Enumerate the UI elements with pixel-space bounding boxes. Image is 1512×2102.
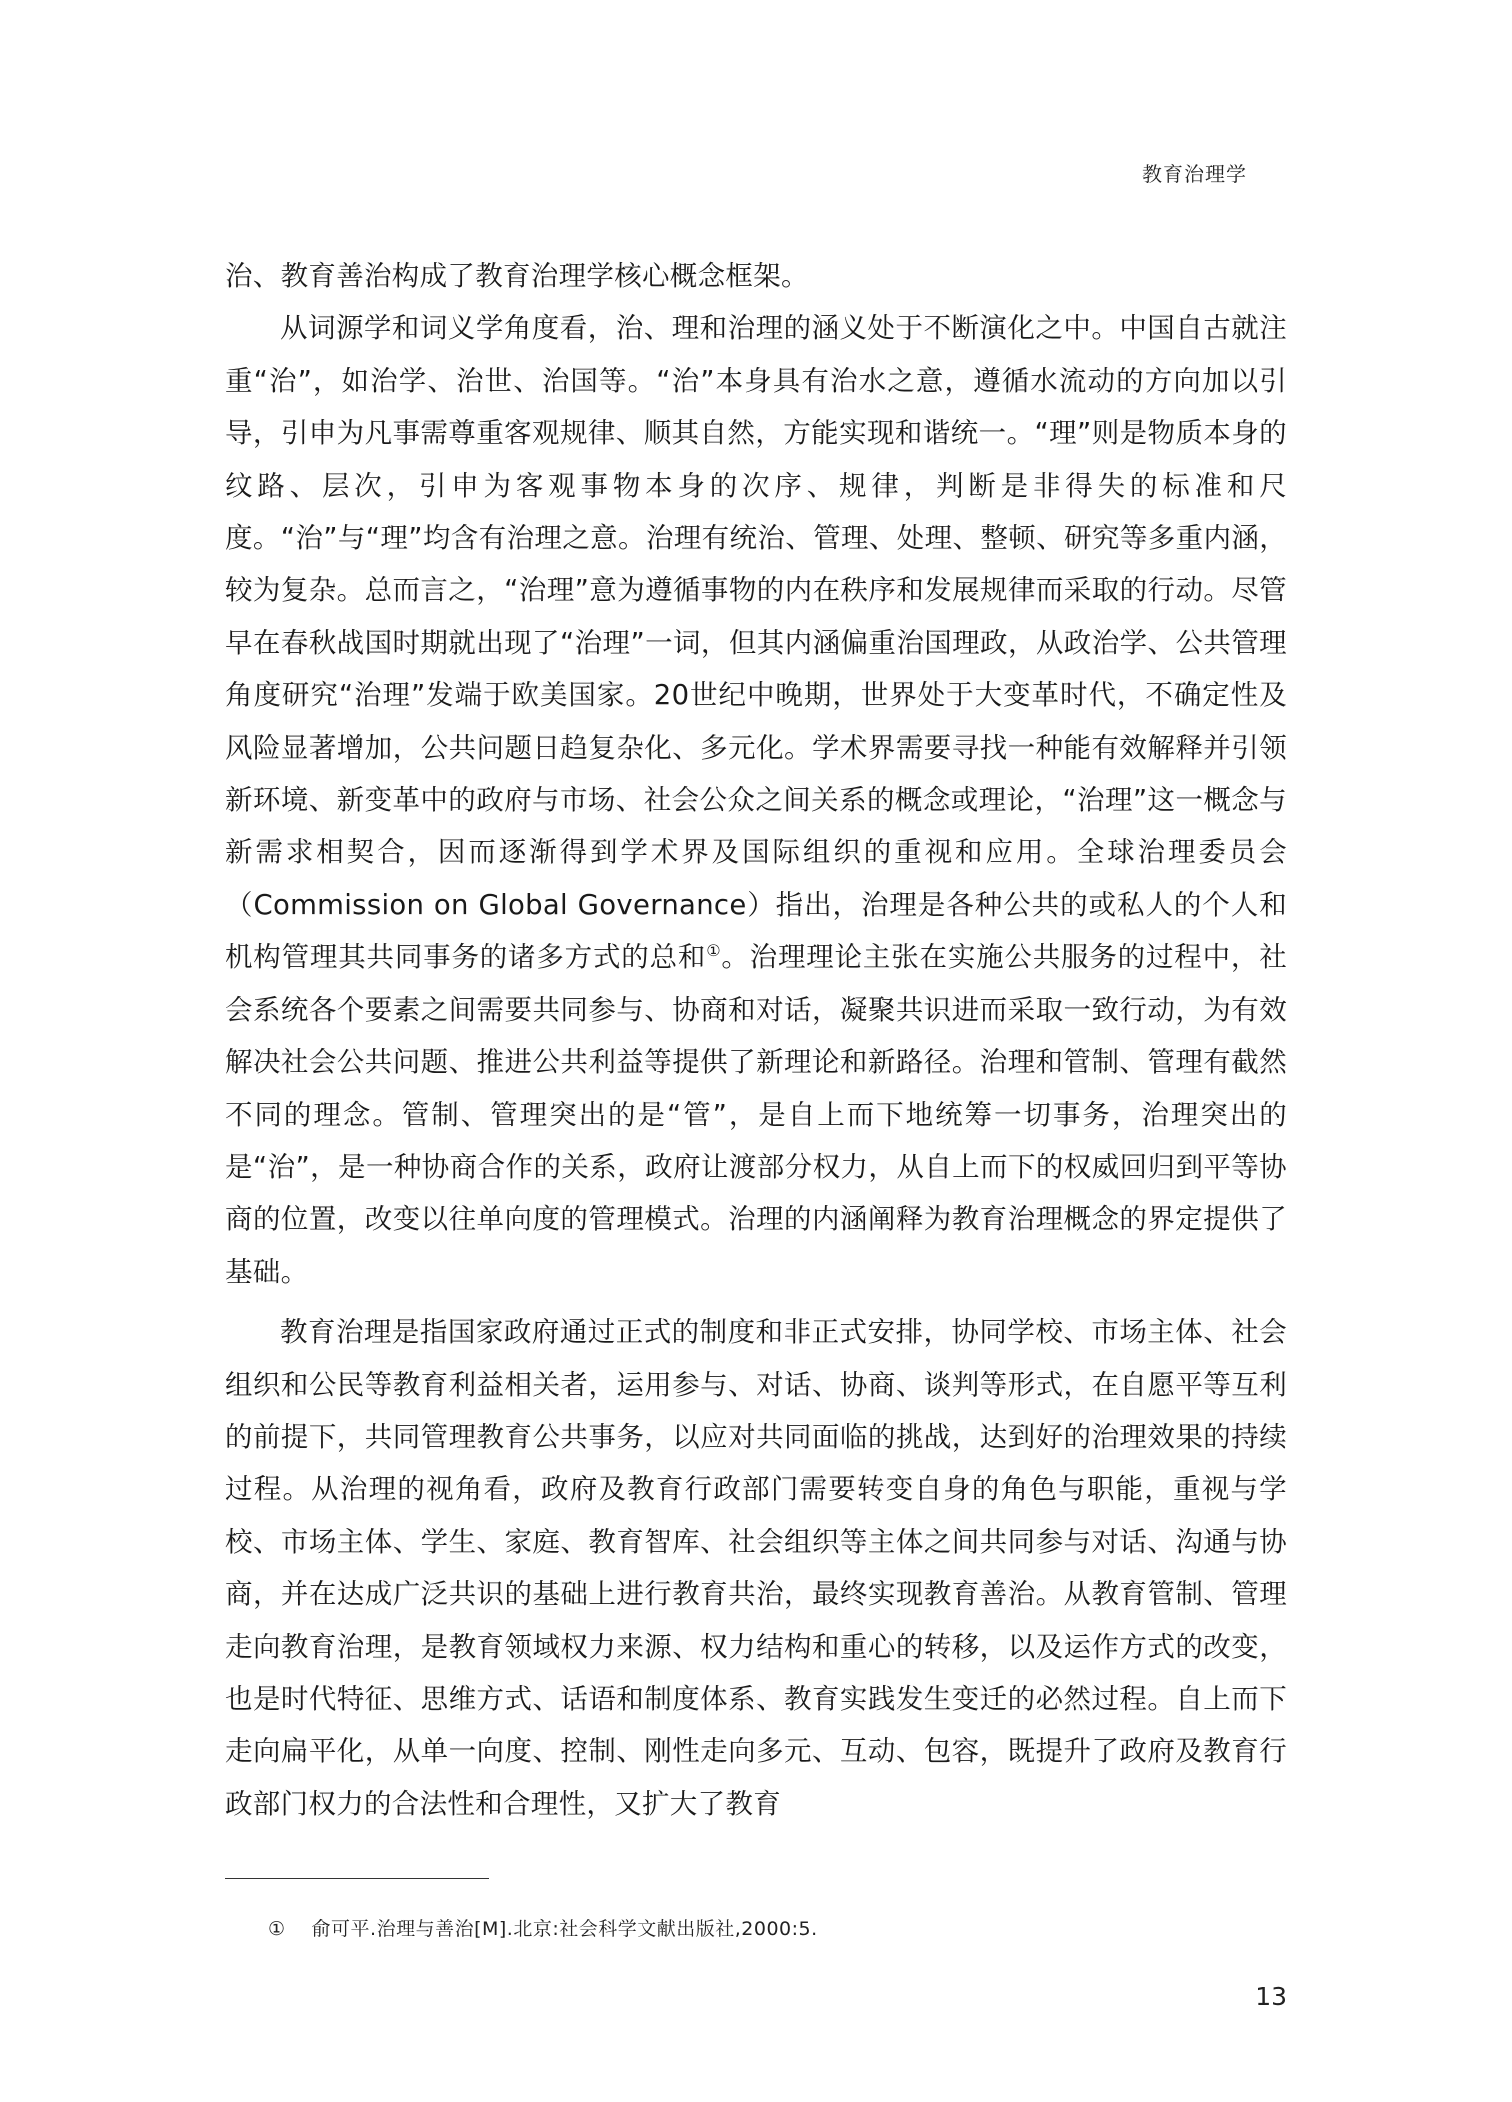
running-head-title: 教育治理学 (1142, 162, 1247, 186)
body-text (225, 250, 1287, 1830)
footnote-marker: ① (268, 1918, 286, 1940)
footnote-reference-marker[interactable]: ① (706, 941, 722, 961)
page-number: 13 (1255, 1982, 1287, 2011)
footnote-citation-text: 俞可平.治理与善治[M].北京:社会科学文献出版社,2000:5. (311, 1918, 818, 1940)
paragraph-education-governance-definition: 教育治理是指国家政府通过正式的制度和非正式安排，协同学校、市场主体、社会组织和公民等教育利益相关者，运用参与、对话、协商、谈判等形式，在自愿平等互利的前提下，共同管理教育公共事务，以应对共同面临的挑战，达到好的治理效果的持续过程。从治理的视角看，政府及教育行政部门需要转变自身的角色与职能，重视与学校、市场主体、学生、家庭、教育智库、社会组织等主体之间共同参与对话、沟通与协商，并在达成广泛共识的基础上进行教育共治，最终实现教育善治。从教育管制、管理走向教育治理，是教育领域权力来源、权力结构和重心的转移，以及运作方式的改变，也是时代特征、思维方式、话语和制度体系、教育实践发生变迁的必然过程。自上而下走向扁平化，从单一向度、控制、刚性走向多元、互动、包容，既提升了政府及教育行政部门权力的合法性和合理性，又扩大了教育 (225, 1316, 1287, 1820)
paragraph-text-part-a: 从词源学和词义学角度看，治、理和治理的涵义处于不断演化之中。中国自古就注重“治”，如治学、治世、治国等。“治”本身具有治水之意，遵循水流动的方向加以引导，引申为凡事需尊重客观规律、顺其自然，方能实现和谐统一。“理”则是物质本身的纹路、层次，引申为客观事物本身的次序、规律，判断是非得失的标准和尺度。“治”与“理”均含有治理之意。治理有统治、管理、处理、整顿、研究等多重内涵，较为复杂。总而言之，“治理”意为遵循事物的内在秩序和发展规律而采取的行动。尽管早在春秋战国时期就出现了“治理”一词，但其内涵偏重治国理政，从政治学、公共管理角度研究“治理”发端于欧美国家。20世纪中晚期，世界处于大变革时代，不确定性及风险显著增加，公共问题日趋复杂化、多元化。学术界需要寻找一种能有效解释并引领新环境、新变革中的政府与市场、社会公众之间关系的概念或理论，“治理”这一概念与新需求相契合，因而逐渐得到学术界及国际组织的重视和应用。全球治理委员会（Commission on Global Governance）指出，治理是各种公共的或私人的个人和机构管理其共同事务的诸多方式的总和 (225, 312, 1287, 974)
paragraph-etymology-of-governance (225, 302, 1287, 1298)
paragraph-text-part-b: 。治理理论主张在实施公共服务的过程中，社会系统各个要素之间需要共同参与、协商和对话，凝聚共识进而采取一致行动，为有效解决社会公共问题、推进公共利益等提供了新理论和新路径。治理和管制、管理有截然不同的理念。管制、管理突出的是“管”，是自上而下地统筹一切事务，治理突出的是“治”，是一种协商合作的关系，政府让渡部分权力，从自上而下的权威回归到平等协商的位置，改变以往单向度的管理模式。治理的内涵阐释为教育治理概念的界定提供了基础。 (225, 941, 1287, 1288)
footnote (268, 1914, 818, 1941)
paragraph-continuation: 治、教育善治构成了教育治理学核心概念框架。 (225, 260, 809, 292)
footnote-divider (225, 1878, 489, 1879)
